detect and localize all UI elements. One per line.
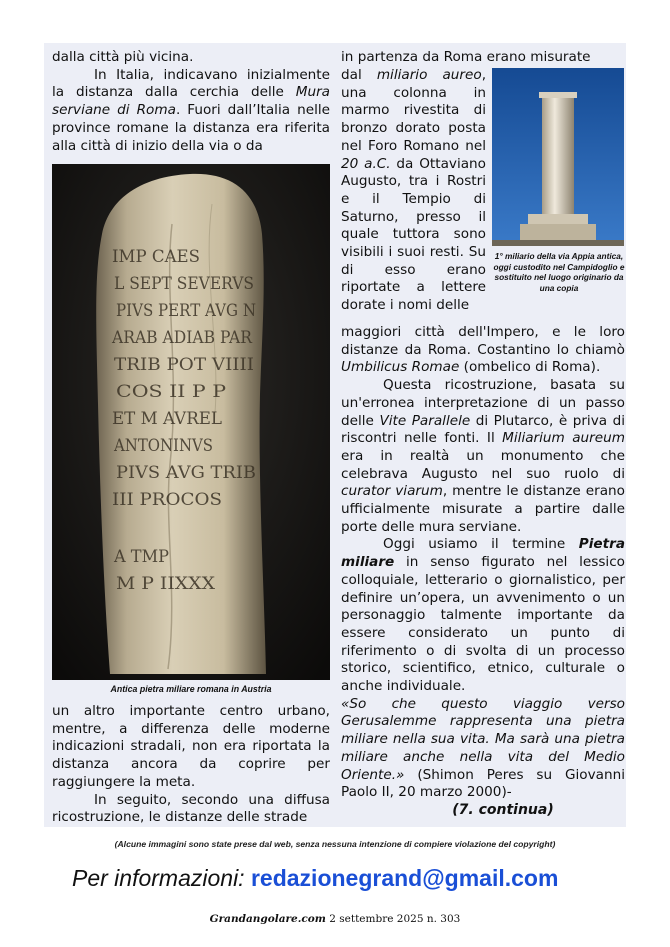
paragraph: In seguito, secondo una diffusa ricostruzione, le distanze delle strade <box>52 791 330 826</box>
site-name: Grandangolare.com <box>209 913 326 925</box>
page-footer <box>0 913 670 925</box>
inscription-line: M P IIXXX <box>116 574 216 594</box>
info-label: Per informazioni: <box>72 865 245 891</box>
column-caption: 1° miliario della via Appia antica, oggi custodito nel Campidoglio e sostituito nel luogo originario da una copia <box>493 251 625 293</box>
inscription-line: ANTONINVS <box>113 436 213 456</box>
quote: «So che questo viaggio verso Gerusalemme rappresenta una pietra miliare nella sua vita. Ma sarà una pietra miliare anche nella vita del Medio Oriente.» (Shimon Peres su Giovanni Paolo II, 20 marzo 2000)- <box>341 695 625 801</box>
inscription-line: COS II P P <box>116 382 226 402</box>
copyright-disclaimer: (Alcune immagini sono state prese dal web, senza nessuna intenzione di compiere violazione del copyright) <box>114 839 556 849</box>
inscription-line: TRIB POT VIIII <box>114 355 254 375</box>
paragraph: In Italia, indicavano inizialmente la distanza dalla cerchia delle Mura serviane di Roma. Fuori dall’Italia nelle province romane la distanza era riferita alla città di inizio della via o da <box>52 66 330 154</box>
right-column-top <box>341 49 625 67</box>
paragraph: in partenza da Roma erano misurate <box>341 49 591 65</box>
email-link[interactable]: redazionegrand@gmail.com <box>250 865 559 891</box>
paragraph: maggiori città dell'Impero, e le loro distanze da Roma. Costantino lo chiamò Umbilicus Romae (ombelico di Roma). <box>341 324 625 376</box>
column-illustration <box>492 68 624 246</box>
paragraph: Oggi usiamo il termine Pietra miliare in senso figurato nel lessico colloquiale, letterario o giornalistico, per definire un’opera, un avvenimento o un personaggio talmente importante da essere considerato un punto di riferimento o di svolta di un processo storico, scientifico, etnico, culturale o anche individuale. <box>341 536 625 695</box>
inscription-line: ET M AVREL <box>112 409 222 429</box>
continua: (7. continua) <box>452 801 554 818</box>
inscription-line: ARAB ADIAB PAR <box>111 328 254 348</box>
info-line <box>72 865 558 892</box>
inscription-line: IMP CAES <box>112 247 200 267</box>
right-column-bottom <box>341 324 625 820</box>
right-column-narrow <box>341 67 486 315</box>
inscription-line: PIVS PERT AVG N <box>116 301 257 321</box>
milestone-photo <box>52 164 330 680</box>
milestone-illustration <box>52 164 330 680</box>
inscription-line: A TMP <box>113 547 169 567</box>
left-column-bottom <box>52 703 330 827</box>
paragraph: Questa ricostruzione, basata su un'erronea interpretazione di un passo delle Vite Parallele di Plutarco, è priva di riscontri nelle fonti. Il Miliarium aureum era in realtà un monumento che celebrava Augusto nel suo ruolo di curator viarum, mentre le distanze erano ufficialmente misurate a partire dalle porte delle mura serviane. <box>341 377 625 535</box>
inscription-line: PIVS AVG TRIB <box>116 463 256 483</box>
issue-info: 2 settembre 2025 n. 303 <box>329 913 461 925</box>
left-column-top <box>52 49 330 155</box>
inscription-line: III PROCOS <box>112 490 222 510</box>
milestone-caption: Antica pietra miliare romana in Austria <box>110 684 272 694</box>
paragraph: un altro importante centro urbano, mentre, a differenza delle moderne indicazioni stradali, non era riportata la distanza ancora da coprire per raggiungere la meta. <box>52 703 330 790</box>
paragraph: dalla città più vicina. <box>52 49 194 65</box>
paragraph: dal miliario aureo, una colonna in marmo rivestita di bronzo dorato posta nel Foro Romano nel 20 a.C. da Ottaviano Augusto, tra i Rostri e il Tempio di Saturno, presso il quale tuttora sono visibili i suoi resti. Su di esso erano riportate a lettere dorate i nomi delle <box>341 67 487 314</box>
column-photo <box>492 68 624 246</box>
inscription-line: L SEPT SEVERVS <box>114 274 254 294</box>
